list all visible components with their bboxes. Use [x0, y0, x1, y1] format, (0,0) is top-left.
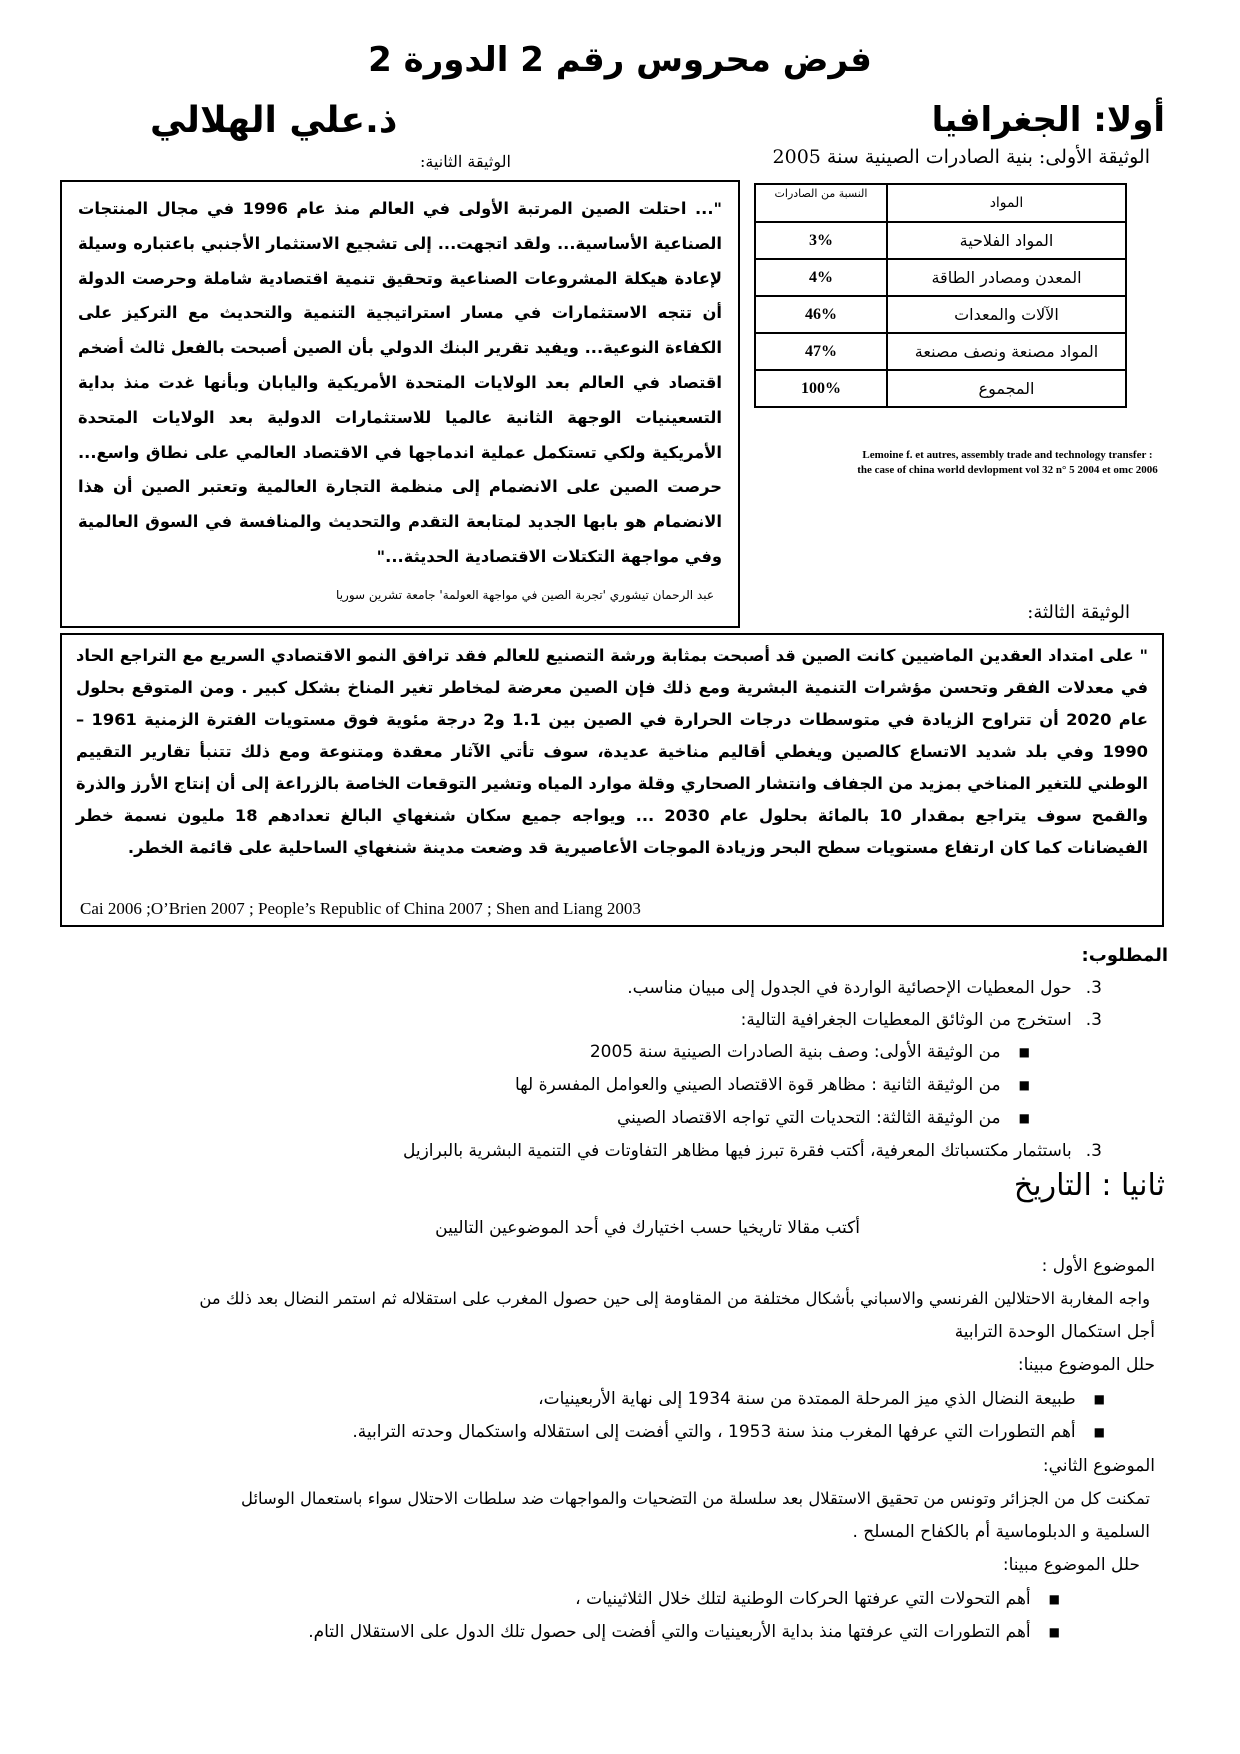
- table-row: [755, 296, 1126, 333]
- table-cell-material: المعدن ومصادر الطاقة: [887, 259, 1126, 296]
- document-1-source: [820, 448, 1195, 478]
- task-text: باستثمار مكتسباتك المعرفية، أكتب فقرة تبرز فيها مظاهر التفاوتات في التنمية البشرية بالبرازيل: [402, 1141, 1072, 1161]
- document-3-paragraph: " على امتداد العقدين الماضيين كانت الصين قد أصبحت بمثابة ورشة التصنيع للعالم فقد ترافق النمو الاقتصادي السريع مع التراجع الحاد في معدلات الفقر وتحسن مؤشرات التنمية البشرية ومع ذلك فإن الصين معرضة لمخاطر تغير المناخ بشكل كبير .: [76, 646, 1148, 697]
- table-cell-material: الآلات والمعدات: [887, 296, 1126, 333]
- task-text: استخرج من الوثائق المعطيات الجغرافية التالية:: [740, 1010, 1072, 1030]
- bullet-icon: ■: [1018, 1078, 1030, 1092]
- table-row: [755, 259, 1126, 296]
- bullet-icon: ■: [1018, 1111, 1030, 1125]
- topic-1-point-2: [352, 1422, 1105, 1442]
- document-2-title: الوثيقة الثانية:: [420, 152, 511, 171]
- exam-title: فرض محروس رقم 2 الدورة 2: [368, 40, 872, 80]
- task-number: 3.: [1085, 1141, 1102, 1161]
- task-2: [741, 1010, 1102, 1030]
- subtask-3: [617, 1108, 1030, 1128]
- document-2-text: "... احتلت الصين المرتبة الأولى في العالم منذ عام 1996 في مجال المنتجات الصناعية الأساسية... ولقد اتجهت... إلى تشجيع الاستثمار الأجنبي باعتباره وسيلة لإعادة هيكلة المشروعات الصناعية وتحقيق تنمية اقتصادية شاملة وحرصت الدولة أن تتجه الاستثمارات في مسار استراتيجية التنمية والتحديث مع التركيز على الكفاءة النوعية... ويفيد تقرير البنك الدولي بأن الصين أصبحت بالفعل ثالث أضخم اقتصاد في العالم بعد الولايات المتحدة الأمريكية واليابان وبأنها غدت منذ بداية التسعينيات الوجهة الثانية عالميا للاستثمارات الدولية بعد الولايات المتحدة الأمريكية ولكي تستكمل عملية اندماجها في الاقتصاد العالمي على نطاق واسع... حرصت الصين على الانضمام إلى منظمة التجارة العالمية وتعتبر الصين أن هذا الانضمام هو بابها الجديد لمتابعة التقدم والتحديث والمنافسة في السوق العالمية وفي مواجهة التكتلات الاقتصادية الحديثة...": [78, 199, 722, 566]
- subtask-2: [515, 1075, 1030, 1095]
- column-header-share: النسبة من الصادرات: [755, 184, 887, 222]
- table-cell-share: 4%: [755, 259, 887, 296]
- document-2-box: [60, 180, 740, 628]
- topic-2-title: الموضوع الثاني:: [1042, 1456, 1155, 1476]
- section-history-title: ثانيا : التاريخ: [1013, 1168, 1165, 1203]
- exports-structure-table: [754, 183, 1127, 408]
- point-text: أهم التطورات التي عرفها المغرب منذ سنة 1953 ، والتي أفضت إلى استقلاله واستكمال وحدته الترابية.: [352, 1422, 1076, 1442]
- required-title: المطلوب:: [1081, 945, 1168, 966]
- task-number: 3.: [1085, 1010, 1102, 1030]
- table-row: [755, 333, 1126, 370]
- topic-2-point-1: [575, 1589, 1060, 1609]
- topic-1-statement-cont: أجل استكمال الوحدة الترابية: [954, 1322, 1155, 1342]
- subtask-text: من الوثيقة الثالثة: التحديات التي تواجه الاقتصاد الصيني: [617, 1108, 1001, 1128]
- topic-1-statement: واجه المغاربة الاحتلالين الفرنسي والاسباني بأشكال مختلفة من المقاومة إلى حين حصول المغرب على استقلاله ثم استمر النضال بعد ذلك من: [199, 1289, 1150, 1308]
- document-3-source: Cai 2006 ;O’Brien 2007 ; People’s Republic of China 2007 ; Shen and Liang 2003: [80, 899, 641, 918]
- topic-2-point-2: [308, 1622, 1060, 1642]
- document-3-paragraph: ومن المتوقع بحلول عام 2020 أن تتراوح الزيادة في متوسطات درجات الحرارة في الصين بين 1.1 و2 درجة مئوية فوق مستويات الفترة الزمنية 1961 – 1990 وفي بلد شديد الاتساع كالصين ويغطي أقاليم مناخية عديدة، سوف تأتي الآثار معقدة ومتنوعة ومع ذلك تتنبأ تقارير التقييم الوطني للتغير المناخي بمزيد من الجفاف وانتشار الصحاري وقلة موارد المياه وتشير التوقعات الخاصة بالزراعة إلى أن إنتاج الأرز والذرة والقمح سوف يتراجع بمقدار 10 بالمائة بحلول عام 2030 ... ويواجه جميع سكان شنغهاي البالغ تعدادهم 18 مليون نسمة خطر الفيضانات كما كان ارتفاع مستويات سطح البحر وزيادة الموجات الأعاصيرية قد وضعت مدينة شنغهاي الساحلية على قائمة الخطر.: [76, 678, 1148, 857]
- bullet-icon: ■: [1093, 1392, 1105, 1406]
- point-text: أهم التطورات التي عرفتها منذ بداية الأربعينيات والتي أفضت إلى حصول تلك الدول على الاستقلال التام.: [308, 1622, 1031, 1642]
- topic-2-instruction: حلل الموضوع مبينا:: [1002, 1555, 1140, 1575]
- task-number: 3.: [1085, 978, 1102, 998]
- point-text: أهم التحولات التي عرفتها الحركات الوطنية لتلك خلال الثلاثينيات ،: [575, 1589, 1031, 1609]
- topic-2-statement: تمكنت كل من الجزائر وتونس من تحقيق الاستقلال بعد سلسلة من التضحيات والمواجهات ضد سلطات الاحتلال سواء باستعمال الوسائل: [241, 1489, 1150, 1508]
- subtask-text: من الوثيقة الأولى: وصف بنية الصادرات الصينية سنة 2005: [589, 1042, 1001, 1062]
- table-cell-material: المواد مصنعة ونصف مصنعة: [887, 333, 1126, 370]
- task-text: حول المعطيات الإحصائية الواردة في الجدول إلى مبيان مناسب.: [627, 978, 1072, 998]
- bullet-icon: ■: [1048, 1625, 1060, 1639]
- table-cell-material: المجموع: [887, 370, 1126, 407]
- history-instruction: أكتب مقالا تاريخيا حسب اختيارك في أحد الموضوعين التاليين: [435, 1218, 860, 1238]
- document-3-title: الوثيقة الثالثة:: [1027, 602, 1130, 623]
- topic-1-point-1: [538, 1389, 1105, 1409]
- subtask-1: [590, 1042, 1030, 1062]
- task-3: [403, 1141, 1102, 1161]
- document-3-text: [76, 640, 1148, 864]
- document-1-source-line: Lemoine f. et autres, assembly trade and technology transfer :: [862, 449, 1153, 461]
- table-row: [755, 222, 1126, 259]
- table-cell-share: 3%: [755, 222, 887, 259]
- task-1: [627, 978, 1102, 998]
- point-text: طبيعة النضال الذي ميز المرحلة الممتدة من سنة 1934 إلى نهاية الأربعينيات،: [538, 1389, 1076, 1409]
- bullet-icon: ■: [1093, 1425, 1105, 1439]
- table-cell-share: 100%: [755, 370, 887, 407]
- topic-1-instruction: حلل الموضوع مبينا:: [1017, 1355, 1155, 1375]
- bullet-icon: ■: [1048, 1592, 1060, 1606]
- document-2-source: عبد الرحمان تيشوري 'تجربة الصين في مواجهة العولمة' جامعة تشرين سوريا: [336, 588, 714, 602]
- teacher-name: ذ.علي الهلالي: [150, 100, 398, 141]
- document-1-source-line: the case of china world devlopment vol 32 n° 5 2004 et omc 2006: [857, 464, 1158, 476]
- document-1-title: الوثيقة الأولى: بنية الصادرات الصينية سنة 2005: [772, 146, 1150, 168]
- subtask-text: من الوثيقة الثانية : مظاهر قوة الاقتصاد الصيني والعوامل المفسرة لها: [514, 1075, 1001, 1095]
- topic-2-statement-cont: السلمية و الدبلوماسية أم بالكفاح المسلح .: [852, 1522, 1150, 1542]
- bullet-icon: ■: [1018, 1045, 1030, 1059]
- column-header-materials: المواد: [887, 184, 1126, 222]
- topic-1-title: الموضوع الأول :: [1041, 1256, 1155, 1276]
- table-header-row: [755, 184, 1126, 222]
- table-total-row: [755, 370, 1126, 407]
- table-cell-material: المواد الفلاحية: [887, 222, 1126, 259]
- table-cell-share: 47%: [755, 333, 887, 370]
- document-3-box: [60, 633, 1164, 927]
- section-geography-title: أولا: الجغرافيا: [931, 100, 1165, 140]
- table-cell-share: 46%: [755, 296, 887, 333]
